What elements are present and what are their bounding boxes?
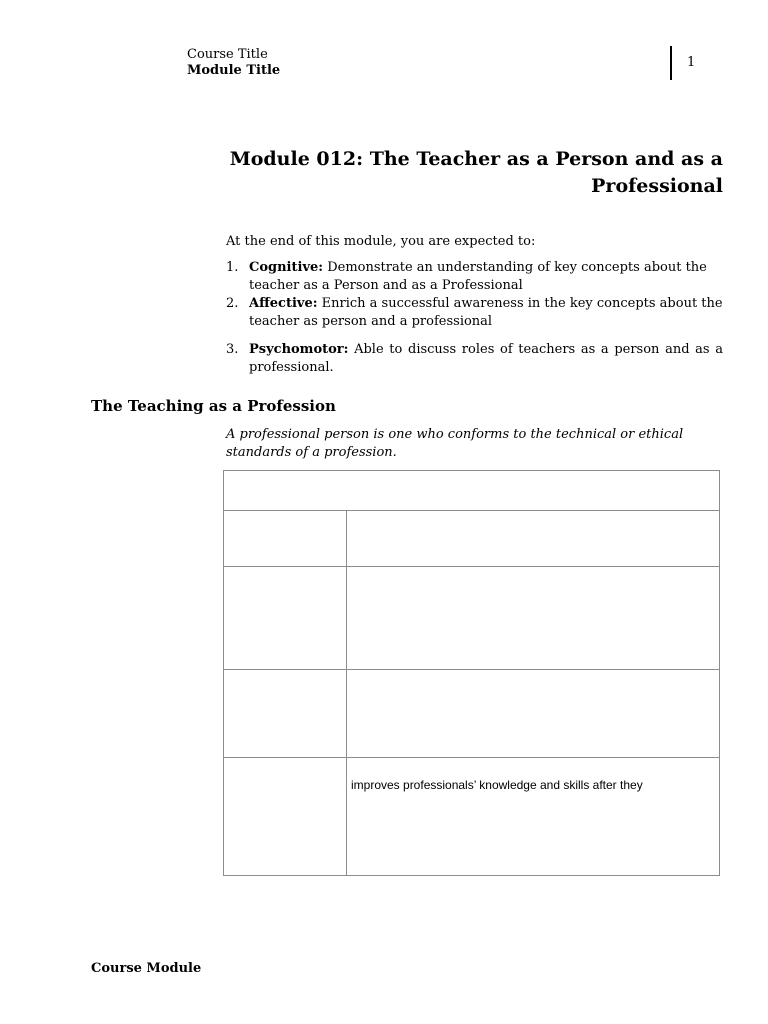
objective-number: 3.: [226, 342, 239, 357]
header-divider: [670, 46, 672, 80]
module-title: [225, 146, 723, 200]
objective-text: Able to discuss roles of teachers as a person and as a professional.: [249, 342, 723, 375]
objective-label: Affective:: [249, 296, 318, 311]
course-title: Course Title: [187, 47, 268, 62]
objective-label: Cognitive:: [249, 260, 324, 275]
table-column-divider: [346, 510, 347, 875]
section-heading: The Teaching as a Profession: [91, 397, 336, 415]
module-title-line-1: Module 012: The Teacher as a Person and as a: [229, 148, 723, 170]
objective-label: Psychomotor:: [249, 342, 349, 357]
objective-number: 1.: [226, 260, 239, 275]
table-cell-text: improves professionals’ knowledge and skills after they: [351, 778, 643, 792]
page-header: [187, 47, 280, 79]
objectives-list: [226, 259, 723, 377]
page-footer: Course Module: [91, 961, 202, 976]
module-title-line-2: Professional: [591, 175, 723, 197]
page-number: 1: [687, 55, 696, 70]
profession-definition: A professional person is one who conforms to the technical or ethical standards of a profession.: [226, 427, 684, 460]
objective-text: Demonstrate an understanding of key concepts about the teacher as a Person and as a Professional: [249, 260, 707, 293]
table-row-divider: [224, 566, 719, 567]
profession-table: [223, 470, 720, 876]
objectives-intro: At the end of this module, you are expected to:: [226, 234, 536, 249]
objective-number: 2.: [226, 296, 239, 311]
objective-affective: [226, 295, 723, 331]
table-row-divider: [224, 669, 719, 670]
table-row-divider: [224, 510, 719, 511]
objective-text: Enrich a successful awareness in the key concepts about the teacher as person and a professional: [249, 296, 723, 329]
module-title-header: Module Title: [187, 63, 281, 78]
objective-psychomotor: [226, 341, 723, 377]
table-row-divider: [224, 757, 719, 758]
objective-cognitive: [226, 259, 723, 295]
